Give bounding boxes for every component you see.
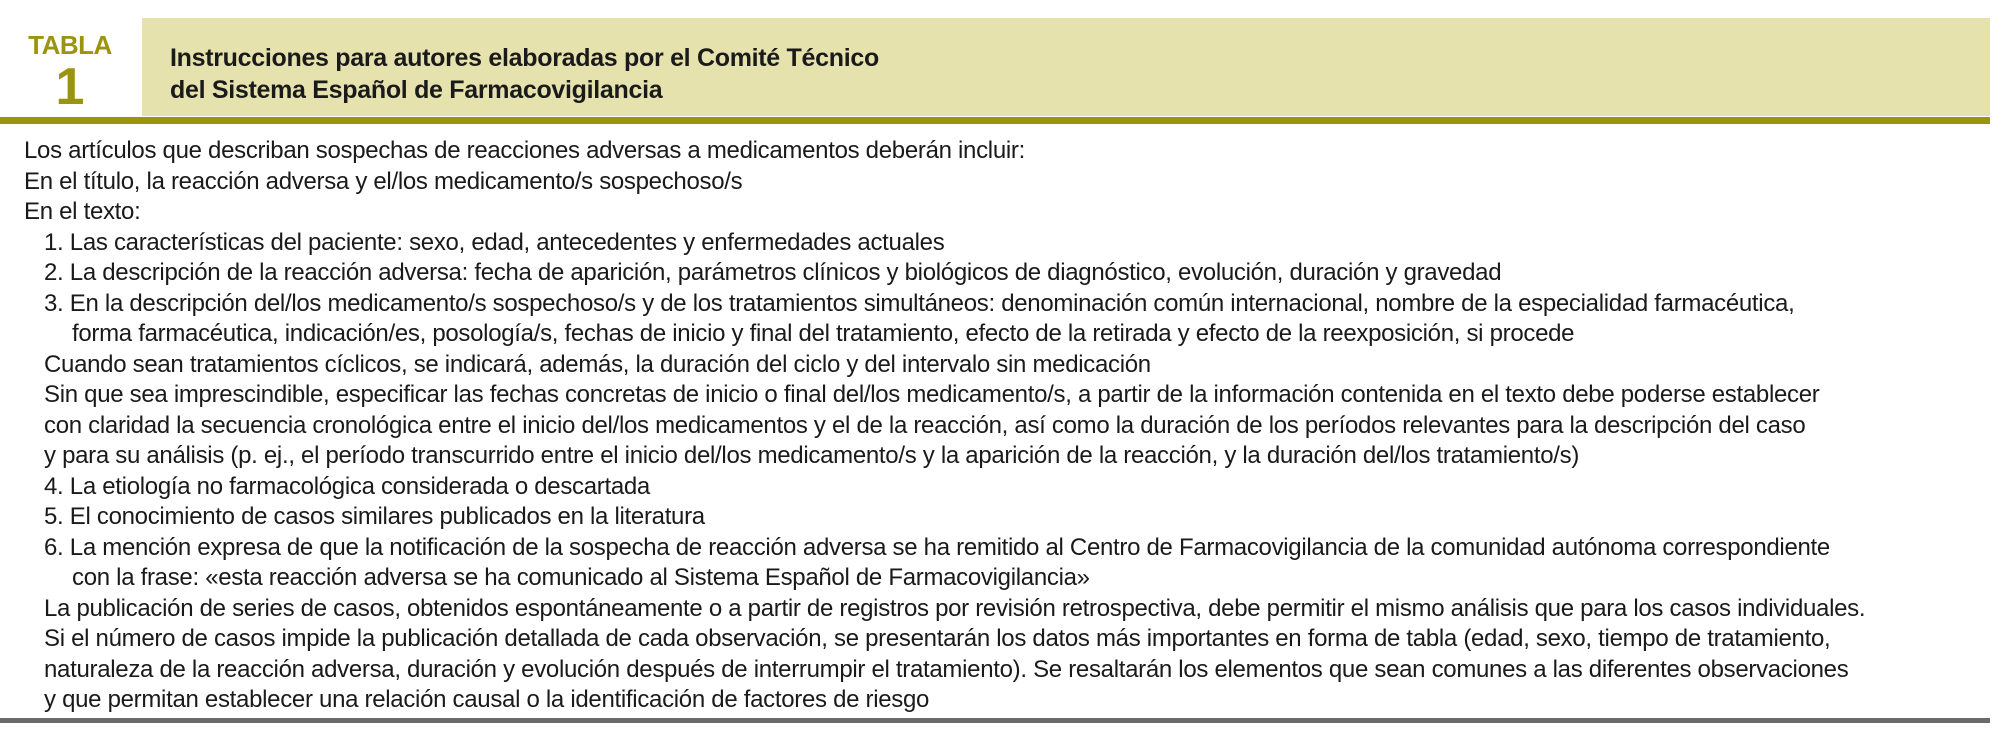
body-line: y que permitan establecer una relación causal o la identificación de factores de riesgo [44,686,930,713]
body-line: En el título, la reacción adversa y el/los medicamento/s sospechoso/s [24,167,743,195]
table-header [0,18,1990,116]
list-item-5: 5. El conocimiento de casos similares publicados en la literatura [44,503,705,530]
body-line: En el texto: [24,198,141,225]
header-rule [0,117,1990,124]
list-item-3-continuation: forma farmacéutica, indicación/es, posología/s, fechas de inicio y final del tratamiento, efecto de la retirada y efecto de la reexposición, si procede [72,320,1575,347]
body-line: con claridad la secuencia cronológica entre el inicio del/los medicamentos y el de la reacción, así como la duración de los períodos relevantes para la descripción del caso [44,411,1806,439]
list-item-6: 6. La mención expresa de que la notificación de la sospecha de reacción adversa se ha remitido al Centro de Farmacovigilancia de la comunidad autónoma correspondiente [44,533,1830,561]
body-line: Sin que sea imprescindible, especificar las fechas concretas de inicio o final del/los medicamento/s, a partir de la información contenida en el texto debe poderse establecer [44,381,1820,408]
list-item-2: 2. La descripción de la reacción adversa: fecha de aparición, parámetros clínicos y biológicos de diagnóstico, evolución, duración y gravedad [44,259,1502,286]
body-line: Si el número de casos impide la publicación detallada de cada observación, se presentarán los datos más importantes en forma de tabla (edad, sexo, tiempo de tratamiento, [44,625,1831,652]
table-title-line-1: Instrucciones para autores elaboradas por el Comité Técnico [170,44,879,72]
body-line: naturaleza de la reacción adversa, duración y evolución después de interrumpir el tratamiento). Se resaltarán los elementos que sean comunes a las diferentes observaciones [44,655,1849,683]
bottom-rule [0,718,1990,723]
list-item-6-continuation: con la frase: «esta reacción adversa se ha comunicado al Sistema Español de Farmacovigilancia» [72,564,1090,591]
body-line: Los artículos que describan sospechas de reacciones adversas a medicamentos deberán incluir: [24,137,1025,164]
list-item-3: 3. En la descripción del/los medicamento/s sospechoso/s y de los tratamientos simultáneos: denominación común internacional, nombre de la especialidad farmacéutica, [44,289,1795,317]
title-box [142,18,1990,116]
list-item-4: 4. La etiología no farmacológica considerada o descartada [44,472,650,500]
table-tag [0,18,140,116]
body-line: Cuando sean tratamientos cíclicos, se indicará, además, la duración del ciclo y del intervalo sin medicación [44,350,1151,378]
table-body [24,136,1990,716]
table-tag-word: TABLA [28,30,112,60]
body-line: y para su análisis (p. ej., el período transcurrido entre el inicio del/los medicamento/s y la aparición de la reacción, y la duración del/los tratamiento/s) [44,442,1580,469]
table-title-line-2: del Sistema Español de Farmacovigilancia [170,76,663,104]
table-tag-number: 1 [55,58,85,116]
body-line: La publicación de series de casos, obtenidos espontáneamente o a partir de registros por revisión retrospectiva, debe permitir el mismo análisis que para los casos individuales. [44,594,1866,622]
table-title [170,42,879,106]
list-item-1: 1. Las características del paciente: sexo, edad, antecedentes y enfermedades actuales [44,228,945,256]
